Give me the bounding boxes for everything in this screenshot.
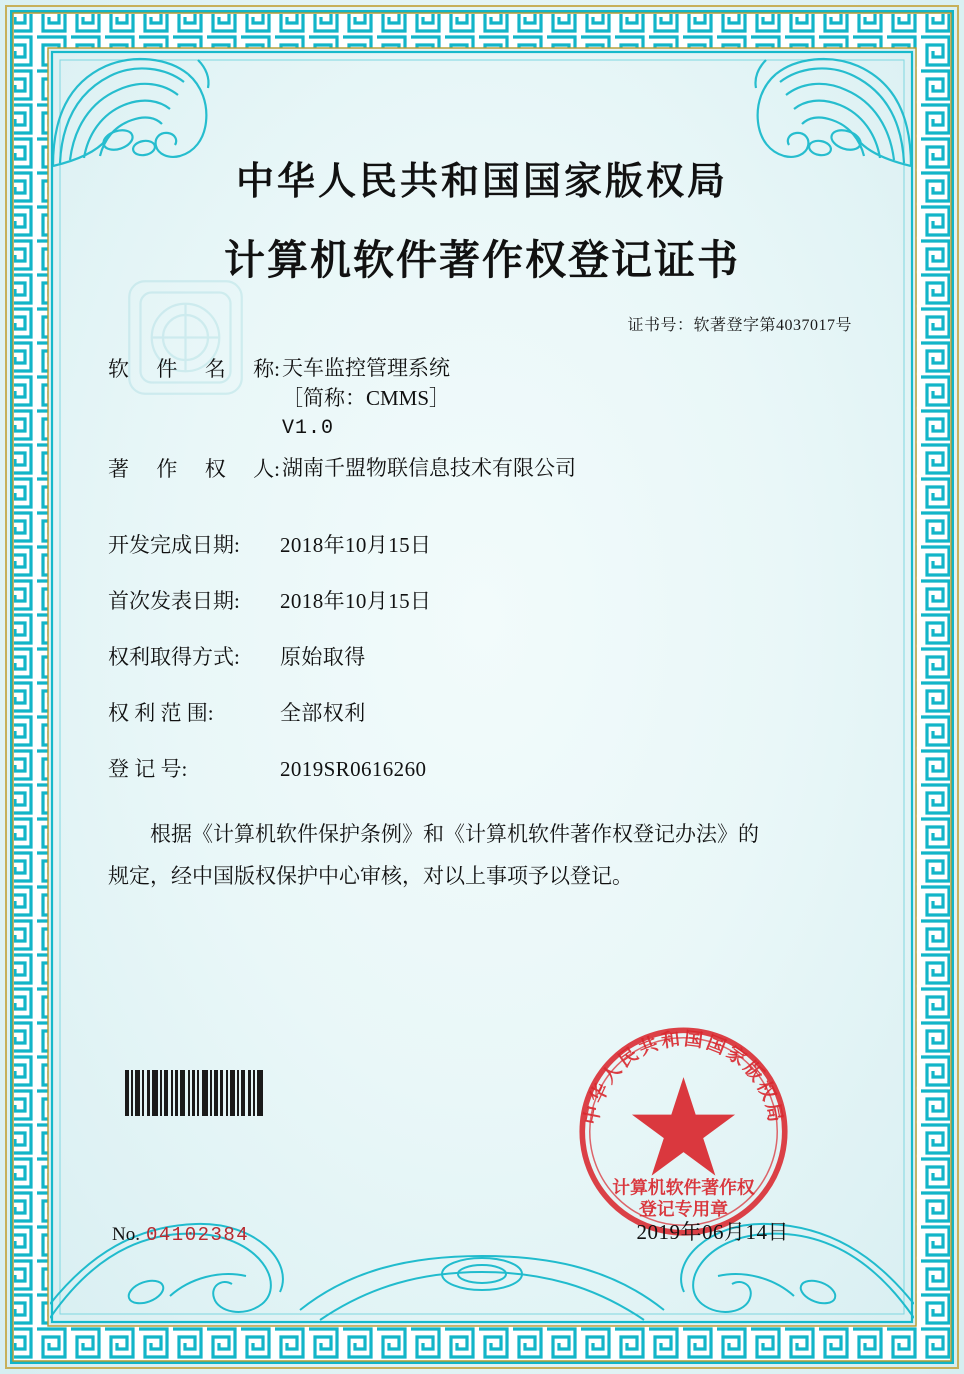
statement-line-2: 规定，经中国版权保护中心审核，对以上事项予以登记。 xyxy=(108,864,633,889)
serial-number xyxy=(112,1224,249,1246)
statement-paragraph xyxy=(60,813,904,897)
seal-center-line-1: 计算机软件著作权 xyxy=(612,1177,755,1198)
detail-row xyxy=(60,585,904,615)
seal-star-icon xyxy=(632,1077,735,1175)
detail-value: 原始取得 xyxy=(280,645,366,670)
detail-value: 2018年10月15日 xyxy=(280,533,432,558)
label-char: 权 xyxy=(204,456,226,481)
seal-center-line-2: 登记专用章 xyxy=(639,1198,728,1219)
software-name-text: 天车监控管理系统 xyxy=(282,356,450,380)
detail-row xyxy=(60,641,904,671)
detail-label: 权利取得方式: xyxy=(108,645,240,670)
detail-row xyxy=(60,697,904,727)
seal-arc-text: 中华人民共和国国家版权局 xyxy=(581,1028,786,1127)
field-software-name xyxy=(108,353,904,443)
field-software-name-label xyxy=(108,353,282,383)
detail-value: 2019SR0616260 xyxy=(280,757,427,782)
label-char: 称: xyxy=(253,357,280,381)
label-char: 人: xyxy=(253,456,280,481)
label-char: 作 xyxy=(156,456,178,481)
detail-label: 权 利 范 围: xyxy=(108,701,214,726)
software-alias-text: ［简称：CMMS］ xyxy=(282,386,451,411)
issuer-title: 中华人民共和国国家版权局 xyxy=(235,161,728,203)
official-seal xyxy=(571,1019,796,1244)
label-char: 著 xyxy=(108,456,129,481)
certificate-number-value: 软著登字第4037017号 xyxy=(693,317,852,334)
barcode-2d xyxy=(125,1070,275,1116)
detail-label: 首次发表日期: xyxy=(108,589,240,614)
detail-label: 登 记 号: xyxy=(108,757,188,782)
software-version-text: V1.0 xyxy=(282,416,335,440)
field-copyright-owner-label xyxy=(108,453,282,483)
serial-number-value: 04102384 xyxy=(145,1224,250,1246)
detail-label: 开发完成日期: xyxy=(108,533,240,558)
detail-value: 全部权利 xyxy=(280,701,366,726)
label-char: 软 xyxy=(108,357,129,381)
certificate-number-line xyxy=(60,312,904,335)
detail-row xyxy=(60,753,904,783)
label-char: 件 xyxy=(156,357,178,381)
serial-number-label: No. xyxy=(112,1224,140,1245)
detail-value: 2018年10月15日 xyxy=(280,589,432,614)
field-software-name-value xyxy=(282,353,904,443)
label-char: 名 xyxy=(204,357,226,381)
field-copyright-owner xyxy=(108,453,904,483)
issue-date: 2019年06月14日 xyxy=(636,1220,789,1244)
detail-row xyxy=(60,529,904,559)
statement-line-1: 根据《计算机软件保护条例》和《计算机软件著作权登记办法》的 xyxy=(150,822,759,847)
field-copyright-owner-value: 湖南千盟物联信息技术有限公司 xyxy=(282,455,576,480)
page-title: 计算机软件著作权登记证书 xyxy=(224,237,740,283)
primary-fields xyxy=(60,353,904,483)
certificate-number-label: 证书号： xyxy=(627,317,694,334)
